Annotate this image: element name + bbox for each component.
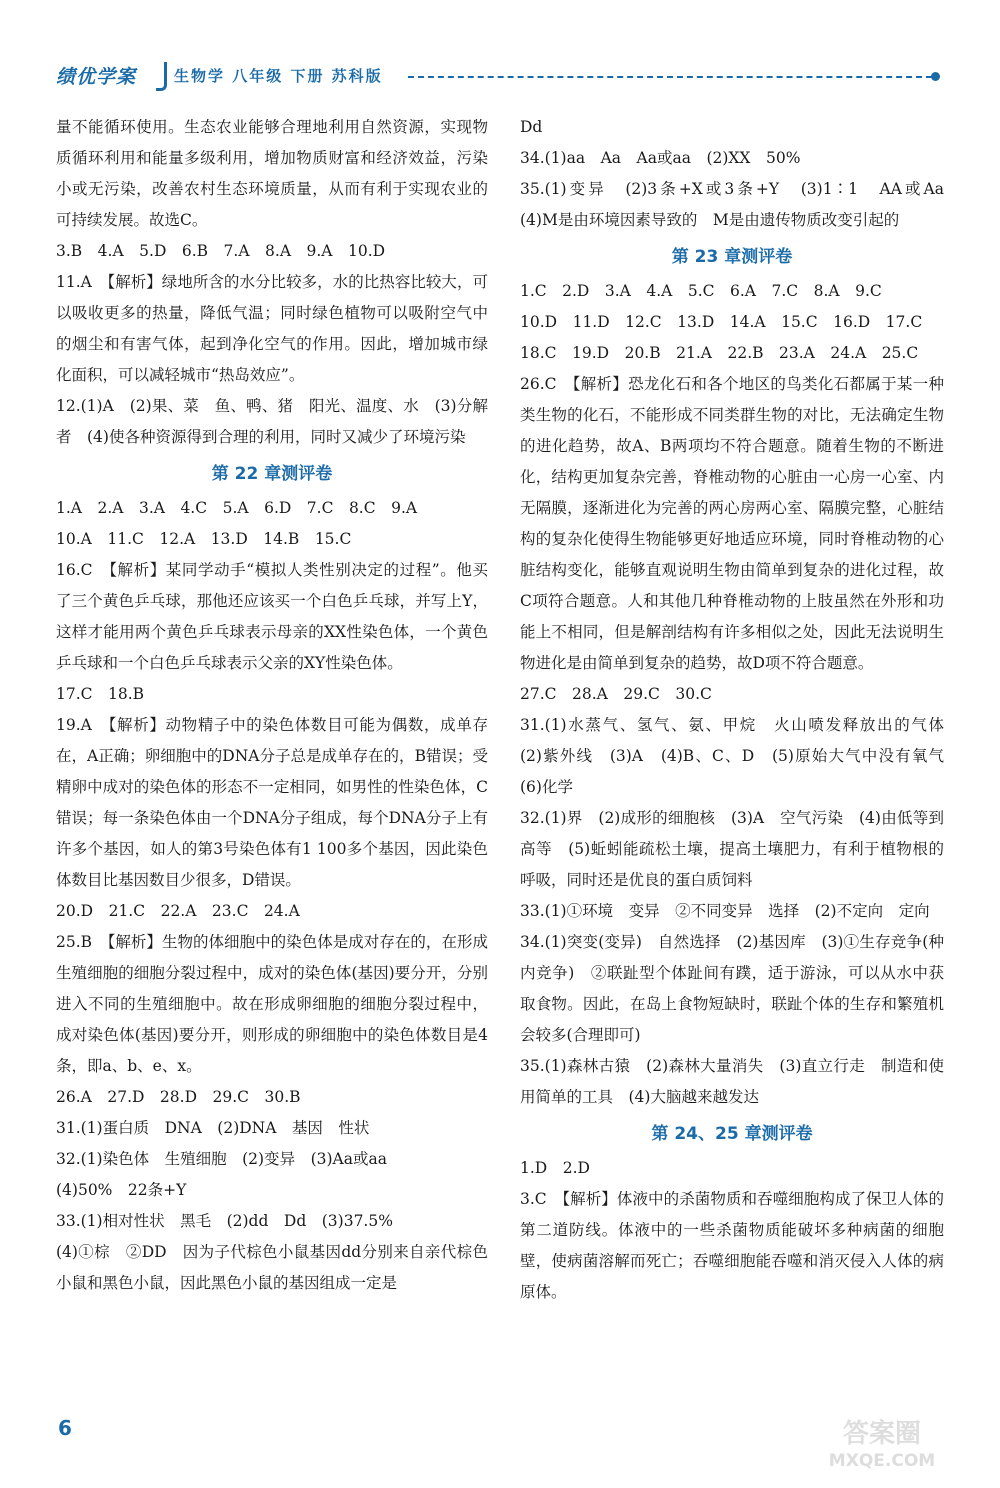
- watermark-logo: [812, 1412, 952, 1474]
- answer-paragraph: 33.(1)相对性状 黑毛 (2)dd Dd (3)37.5%: [56, 1212, 393, 1230]
- answer-paragraph: (4)①棕 ②DD 因为子代棕色小鼠基因dd分别来自亲代棕色小鼠和黑色小鼠，因此黑色小鼠的基因组成一定是: [56, 1243, 488, 1292]
- answer-paragraph: (4)50% 22条+Y: [56, 1181, 187, 1199]
- answer-paragraph: 34.(1)突变(变异) 自然选择 (2)基因库 (3)①生存竞争(种内竞争) ②联趾型个体趾间有蹼，适于游泳，可以从水中获取食物。因此，在岛上食物短缺时，联趾个体的生存和繁殖机会较多(合理即可): [520, 933, 944, 1044]
- answer-paragraph: 量不能循环使用。生态农业能够合理地利用自然资源，实现物质循环利用和能量多级利用，增加物质财富和经济效益，污染小或无污染，改善农村生态环境质量，从而有利于实现农业的可持续发展。故选C。: [56, 118, 488, 229]
- right-answer-column: [520, 112, 960, 1308]
- answer-paragraph: 11.A 【解析】绿地所含的水分比较多，水的比热容比较大，可以吸收更多的热量，降低气温；同时绿色植物可以吸附空气中的烟尘和有害气体，起到净化空气的作用。因此，增加城市绿化面积，可以减轻城市“热岛效应”。: [56, 273, 488, 384]
- section-heading: 第 22 章测评卷: [211, 464, 333, 484]
- answer-paragraph: 1.D 2.D: [520, 1159, 590, 1177]
- watermark-line2: MXQE.COM: [828, 1451, 936, 1471]
- answer-paragraph: 32.(1)染色体 生殖细胞 (2)变异 (3)Aa或aa: [56, 1150, 387, 1168]
- header-dot-icon: [931, 72, 940, 81]
- brand-mark-icon: [156, 62, 167, 91]
- answer-paragraph: 17.C 18.B: [56, 685, 145, 703]
- brand-logo: 绩优学案: [56, 66, 137, 88]
- watermark-line1: 答案圈: [842, 1419, 922, 1449]
- answer-paragraph: 10.A 11.C 12.A 13.D 14.B 15.C: [56, 530, 352, 548]
- answer-paragraph: 16.C 【解析】某同学动手“模拟人类性别决定的过程”。他买了三个黄色乒乓球，那他还应该买一个白色乒乓球，并写上Y，这样才能用两个黄色乒乓球表示母亲的XX性染色体，一个黄色乒乓球和一个白色乒乓球表示父亲的XY性染色体。: [56, 561, 488, 672]
- page-number: 6: [58, 1416, 72, 1440]
- page-header: [56, 62, 940, 96]
- answer-paragraph: 33.(1)①环境 变异 ②不同变异 选择 (2)不定向 定向: [520, 902, 930, 920]
- answer-paragraph: 20.D 21.C 22.A 23.C 24.A: [56, 902, 300, 920]
- answer-paragraph: 1.A 2.A 3.A 4.C 5.A 6.D 7.C 8.C 9.A: [56, 499, 418, 517]
- answer-paragraph: 25.B 【解析】生物的体细胞中的染色体是成对存在的，在形成生殖细胞的细胞分裂过程中，成对的染色体(基因)要分开，分别进入不同的生殖细胞中。故在形成卵细胞的细胞分裂过程中，成对染色体(基因)要分开，则形成的卵细胞中的染色体数目是4条，即a、b、e、x。: [56, 933, 488, 1075]
- answer-paragraph: 27.C 28.A 29.C 30.C: [520, 685, 712, 703]
- answer-paragraph: 19.A 【解析】动物精子中的染色体数目可能为偶数，成单存在，A正确；卵细胞中的DNA分子总是成单存在的，B错误；受精卵中成对的染色体的形态不一定相同，如男性的性染色体，C错误；每一条染色体由一个DNA分子组成，每个DNA分子上有许多个基因，如人的第3号染色体有1 100多个基因，因此染色体数目比基因数目少很多，D错误。: [56, 716, 488, 889]
- answer-paragraph: 31.(1)水蒸气、氢气、氨、甲烷 火山喷发释放出的气体 (2)紫外线 (3)A (4)B、C、D (5)原始大气中没有氧气 (6)化学: [520, 716, 960, 796]
- answer-paragraph: 34.(1)aa Aa Aa或aa (2)XX 50%: [520, 149, 801, 167]
- answer-paragraph: Dd: [520, 118, 543, 136]
- answer-paragraph: 35.(1)森林古猿 (2)森林大量消失 (3)直立行走 制造和使用简单的工具 (4)大脑越来越发达: [520, 1057, 944, 1106]
- answer-paragraph: 18.C 19.D 20.B 21.A 22.B 23.A 24.A 25.C: [520, 344, 919, 362]
- answer-paragraph: 35.(1)变异 (2)3条+X或3条+Y (3)1∶1 AA或Aa (4)M是由环境因素导致的 M是由遗传物质改变引起的: [520, 180, 960, 229]
- answer-paragraph: 26.C 【解析】恐龙化石和各个地区的鸟类化石都属于某一种类生物的化石，不能形成不同类群生物的对比，无法确定生物的进化趋势，故A、B两项均不符合题意。随着生物的不断进化，结构更加复杂完善，脊椎动物的心脏由一心房一心室、内无隔膜，逐渐进化为完善的两心房两心室、隔膜完整，心脏结构的复杂化使得生物能够更好地适应环境，同时脊椎动物的心脏结构变化，能够直观说明生物由简单到复杂的进化过程，故C项符合题意。人和其他几种脊椎动物的上肢虽然在外形和功能上不相同，但是解剖结构有许多相似之处，因此无法说明生物进化是由简单到复杂的趋势，故D项不符合题意。: [520, 375, 944, 672]
- answer-paragraph: 10.D 11.D 12.C 13.D 14.A 15.C 16.D 17.C: [520, 313, 923, 331]
- answer-paragraph: 31.(1)蛋白质 DNA (2)DNA 基因 性状: [56, 1119, 370, 1137]
- answer-paragraph: 32.(1)界 (2)成形的细胞核 (3)A 空气污染 (4)由低等到高等 (5)蚯蚓能疏松土壤，提高土壤肥力，有利于植物根的呼吸，同时还是优良的蛋白质饲料: [520, 809, 944, 889]
- answer-paragraph: 3.B 4.A 5.D 6.B 7.A 8.A 9.A 10.D: [56, 242, 386, 260]
- header-dashed-rule: [408, 76, 932, 78]
- section-heading: 第 24、25 章测评卷: [651, 1124, 813, 1144]
- book-subtitle: 生物学 八年级 下册 苏科版: [174, 67, 383, 85]
- section-heading: 第 23 章测评卷: [671, 247, 793, 267]
- answer-paragraph: 3.C 【解析】体液中的杀菌物质和吞噬细胞构成了保卫人体的第二道防线。体液中的一些杀菌物质能破坏多种病菌的细胞壁，使病菌溶解而死亡；吞噬细胞能吞噬和消灭侵入人体的病原体。: [520, 1190, 944, 1301]
- answer-paragraph: 26.A 27.D 28.D 29.C 30.B: [56, 1088, 301, 1106]
- answer-paragraph: 12.(1)A (2)果、菜 鱼、鸭、猪 阳光、温度、水 (3)分解者 (4)使各种资源得到合理的利用，同时又减少了环境污染: [56, 397, 488, 446]
- answer-paragraph: 1.C 2.D 3.A 4.A 5.C 6.A 7.C 8.A 9.C: [520, 282, 882, 300]
- left-answer-column: [56, 112, 488, 1299]
